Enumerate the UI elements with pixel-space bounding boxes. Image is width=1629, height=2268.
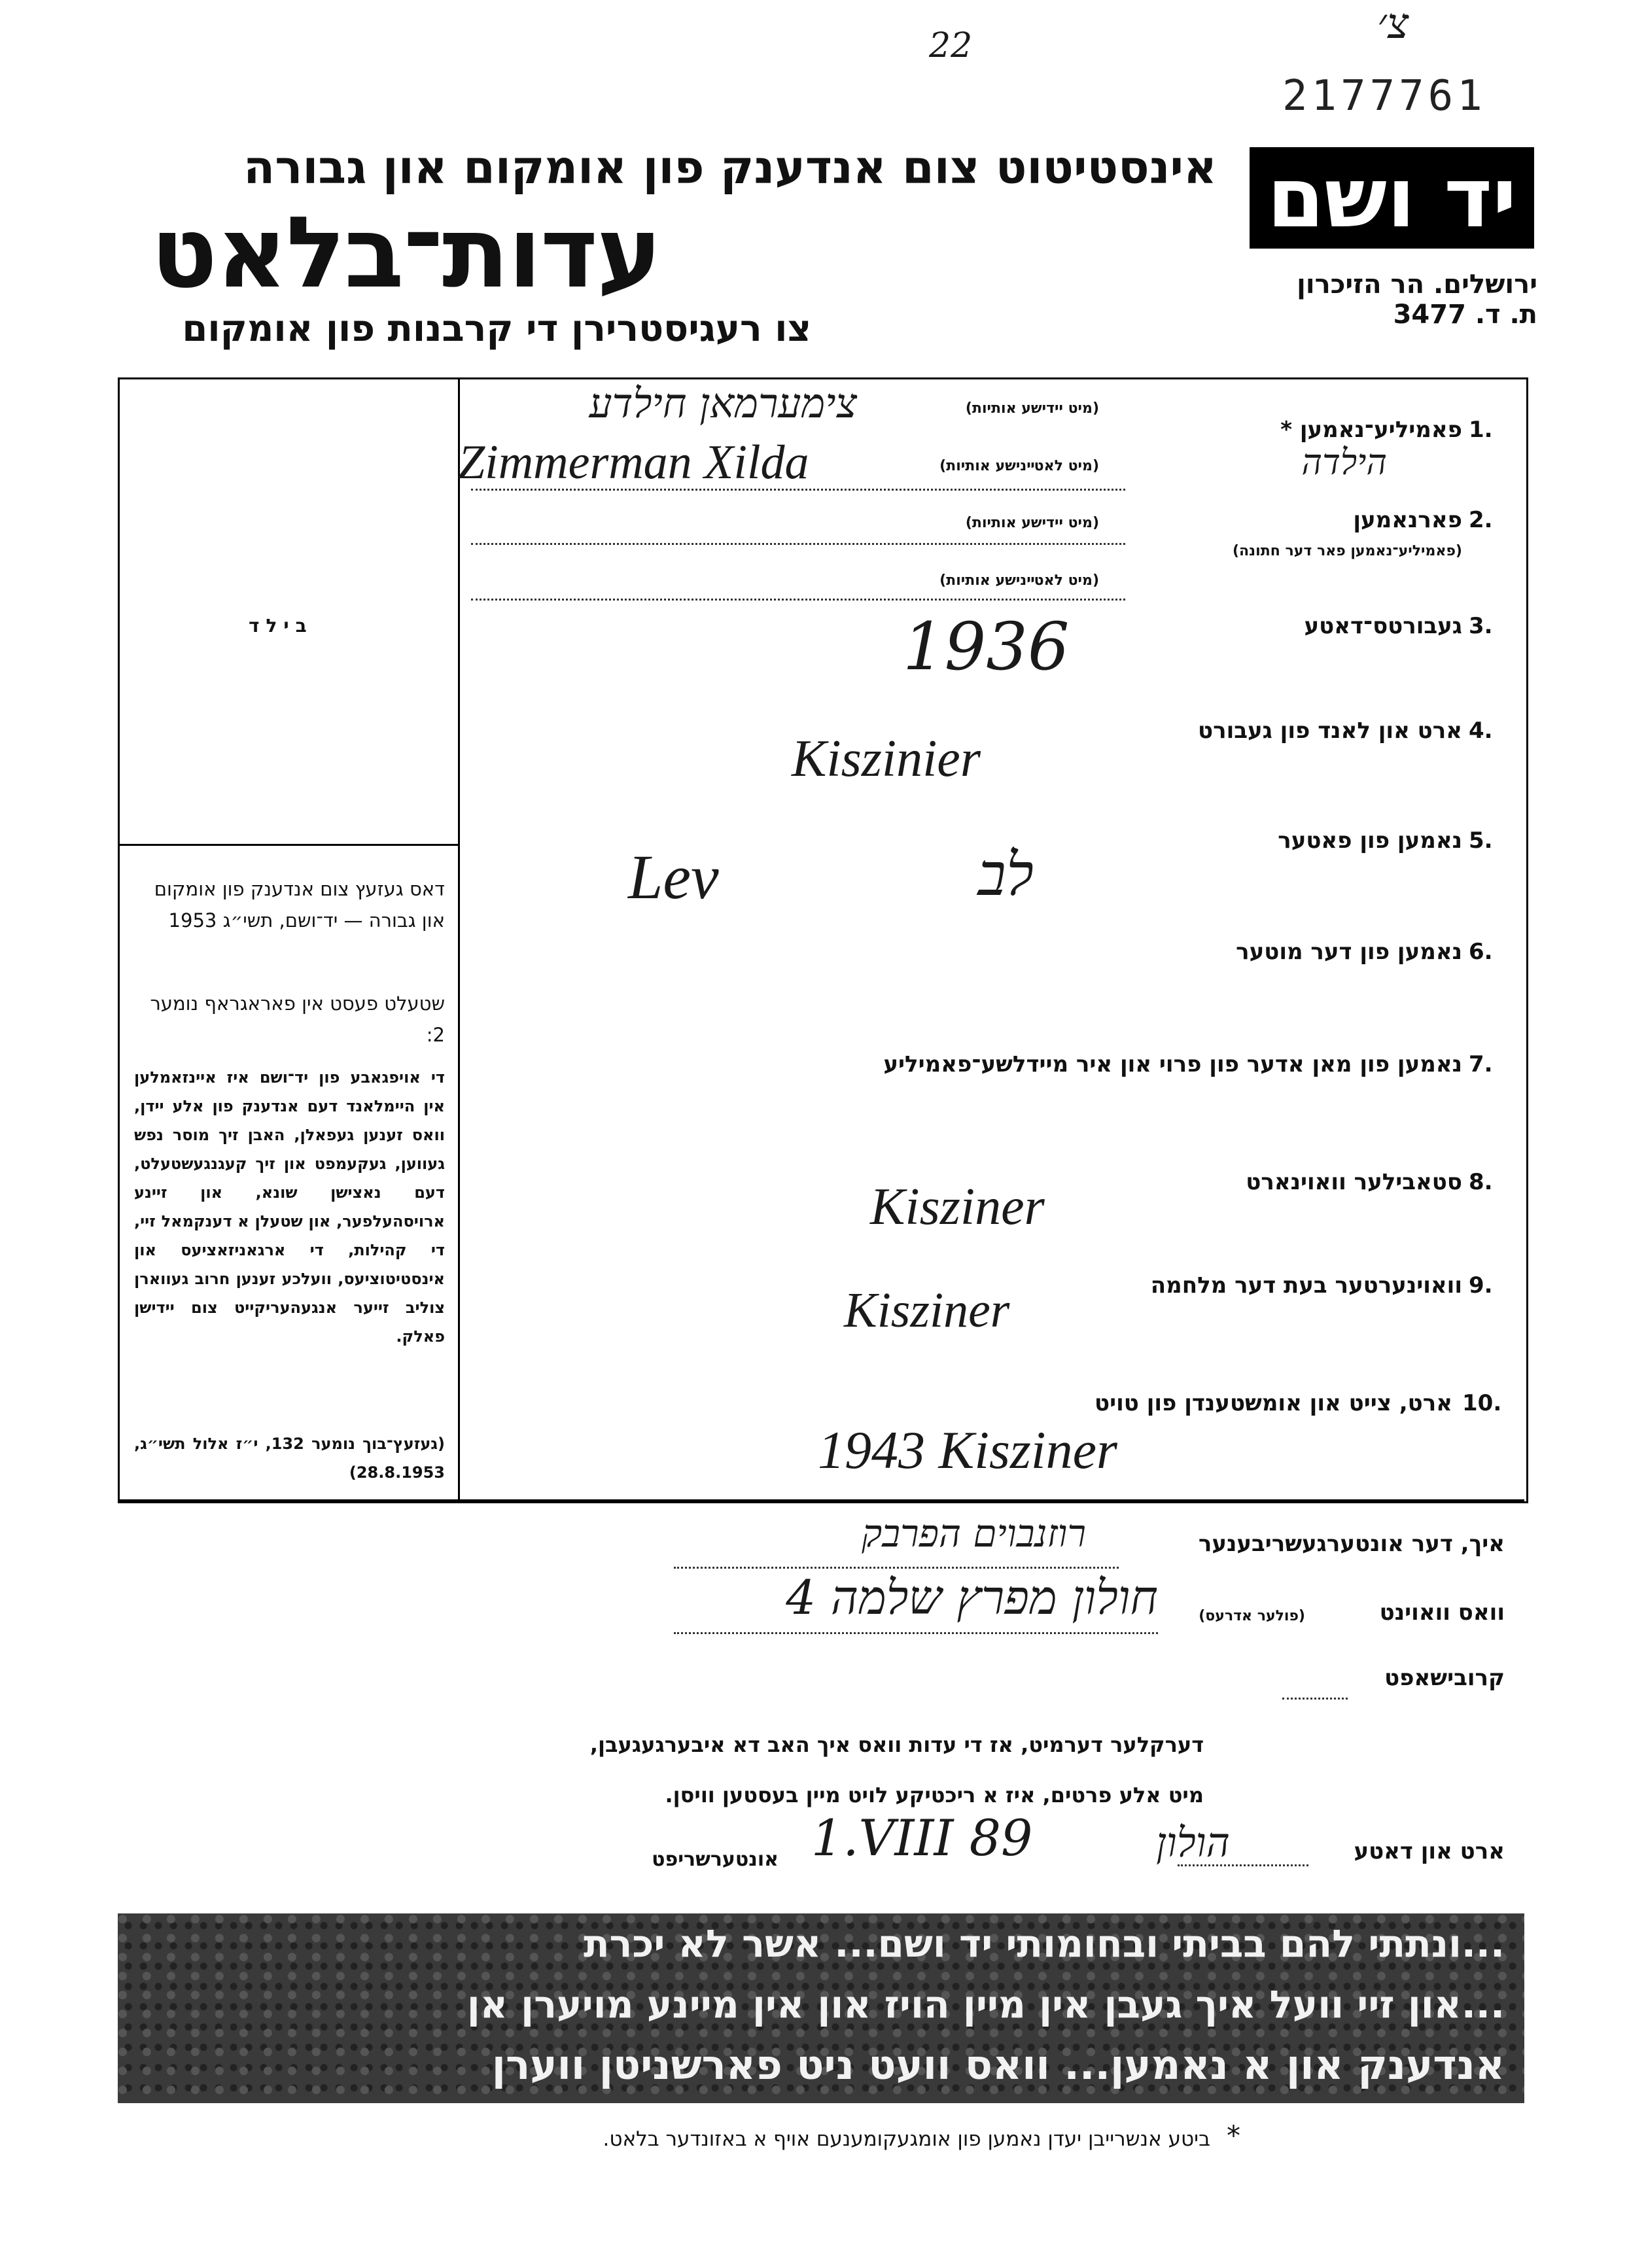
declarant-name-label: איך, דער אונטערגעשריבענער <box>1198 1531 1505 1557</box>
field-3-label: געבורטס־דאטע <box>1304 613 1462 639</box>
law-paragraph: דאס געזעץ צום אנדענק פון אומקום און גבורה — יד־ושם, תשי״ג 1953 <box>154 878 445 932</box>
form-subtitle: צו רעגיסטרירן די קרבנות פון אומקום <box>182 307 811 350</box>
institute-name: אינסטיטוט צום אנדענק פון אומקום און גבורה <box>243 141 1217 194</box>
field-10-value[interactable]: 1943 Kisziner <box>818 1420 1117 1480</box>
field-1-hint-yiddish: (מיט יידישע אותיות) <box>965 400 1099 417</box>
field-1-number: 1. <box>1469 417 1493 443</box>
relation-field[interactable] <box>1282 1698 1348 1700</box>
corner-handwritten-mark: צ׳ <box>1377 0 1409 48</box>
field-2-hint-yiddish: (מיט יידישע אותיות) <box>965 515 1099 531</box>
form-title: עדות־בלאט <box>150 196 661 310</box>
footnote-text: ביטע אנשרייבן יעדן נאמען פון אומגעקומענעם אויף א באזונדער בלאט. <box>603 2127 1210 2151</box>
field-5-value-yiddish[interactable]: לב <box>977 841 1034 909</box>
field-1-extra: הילדה <box>1301 442 1387 483</box>
field-5-label: נאמען פון פאטער <box>1278 828 1462 854</box>
quote-banner <box>118 1913 1524 2103</box>
yad-vashem-logo: יד ושם <box>1250 147 1534 249</box>
declaration-line-2: מיט אלע פרטים, איז א ריכטיקע לויט מיין בעסטען וויסן. <box>665 1783 1204 1807</box>
field-1-label: פאמיליע־נאמען * <box>1280 417 1462 443</box>
field-2-sublabel: (פאמיליע־נאמען פאר דער חתונה) <box>1233 543 1462 559</box>
field-10-number: 10. <box>1462 1390 1502 1416</box>
field-2-hint-latin: (מיט לאטײנישע אותיות) <box>939 572 1099 589</box>
date-value[interactable]: 1.VIII 89 <box>811 1809 1033 1867</box>
field-1-line <box>471 489 1125 491</box>
field-5-value[interactable]: Lev <box>628 842 719 912</box>
field-2-number: 2. <box>1469 507 1493 533</box>
banner-line-1: ...ונתתי להם בביתי ובחומותי יד ושם... אשר לא יכרת <box>583 1921 1505 1966</box>
address-line-2: ת. ד. 3477 <box>1393 300 1537 330</box>
banner-line-3: אנדענק און א נאמען... וואס וועט ניט פארשניטן ווערן <box>491 2041 1505 2089</box>
field-5-number: 5. <box>1469 828 1493 854</box>
field-8-value[interactable]: Kisziner <box>870 1178 1045 1236</box>
declarant-address-line <box>674 1632 1158 1634</box>
field-2-label: פארנאמען <box>1353 507 1462 533</box>
law-text: די אויפגאבע פון יד־ושם איז איינזאמלען אין היימלאנד דעם אנדענק פון אלע יידן, וואס זענען געפאלן, האבן זיך מוסר נפש געווען, געקעמפט און זיך קעגנגעשטעלט, דעם נאצישן שונא, און זיינע ארויסהעלפער, און שטעלן א דענקמאל זיי, די קהילות, די ארגאניזאציעס און אינסטיטוציעס, וועלכע זענען חרוב געווארן צוליב זייער אנגעהעריקייט צום יידישן פאלק. <box>134 1068 445 1346</box>
field-1-value-yiddish[interactable]: צימערמאן חילדע <box>589 379 857 427</box>
declarant-address-hint: (פולער אדרעס) <box>1199 1608 1305 1624</box>
declarant-name-line <box>674 1567 1119 1569</box>
declarant-name-value[interactable]: רוזנבוים הפרבק <box>862 1511 1086 1556</box>
footnote-star: * <box>1227 2120 1240 2152</box>
field-1-value-latin[interactable]: Zimmerman Xilda <box>458 436 809 489</box>
field-2-line <box>471 543 1125 545</box>
declarant-address-label: וואס וואוינט <box>1379 1599 1505 1626</box>
field-3-number: 3. <box>1469 613 1493 639</box>
field-10-label: ארט, צייט און אומשטענדן פון טויט <box>1094 1390 1452 1416</box>
field-1-hint-latin: (מיט לאטײנישע אותיות) <box>939 458 1099 474</box>
field-4-number: 4. <box>1469 718 1493 744</box>
banner-line-2: ...און זיי וועל איך געבן אין מיין הויז און אין מיינע מויערן אן <box>466 1982 1505 2027</box>
field-7-number: 7. <box>1469 1051 1493 1077</box>
signature-label: אונטערשריפט <box>652 1848 779 1871</box>
top-handwritten-mark: 22 <box>929 26 973 65</box>
field-8-number: 8. <box>1469 1169 1493 1195</box>
field-7-label: נאמען פון מאן אדער פון פרוי און איר מיידלשע־פאמיליע <box>883 1051 1462 1077</box>
declaration-line-1: דערקלער דערמיט, אז די עדות וואס איך האב דא איבערגעגעבן, <box>589 1732 1204 1757</box>
place-date-label: ארט און דאטע <box>1354 1838 1505 1864</box>
field-8-label: סטאבילער וואוינארט <box>1246 1169 1462 1195</box>
paragraph-reference: שטעלט פעסט אין פאראגראף נומער 2: <box>150 992 445 1046</box>
relation-label: קרובישאפט <box>1384 1665 1505 1691</box>
field-3-value[interactable]: 1936 <box>903 608 1070 685</box>
field-9-label: וואוינערטער בעת דער מלחמה <box>1150 1272 1462 1299</box>
field-2-line-latin <box>471 599 1125 601</box>
law-citation: (געזעץ־בוך נומער 132, י״ז אלול תשי״ג, 28.8.1953) <box>134 1435 445 1482</box>
field-6-number: 6. <box>1469 939 1493 965</box>
field-4-label: ארט און לאנד פון געבורט <box>1198 718 1462 744</box>
reference-number: 2177761 <box>1282 72 1486 120</box>
address-line-1: ירושלים. הר הזיכרון <box>1297 270 1537 300</box>
field-9-number: 9. <box>1469 1272 1493 1299</box>
field-6-label: נאמען פון דער מוטער <box>1236 939 1462 965</box>
photo-label: בילד <box>249 615 313 637</box>
column-divider <box>458 377 460 1499</box>
left-column-divider <box>118 844 458 846</box>
field-4-value[interactable]: Kiszinier <box>792 730 981 788</box>
signature[interactable]: הולון <box>1156 1819 1230 1866</box>
declarant-divider <box>118 1499 1524 1501</box>
declarant-address-value[interactable]: חולון מפרץ שלמה 4 <box>786 1570 1158 1625</box>
field-9-value[interactable]: Kisziner <box>844 1283 1010 1338</box>
